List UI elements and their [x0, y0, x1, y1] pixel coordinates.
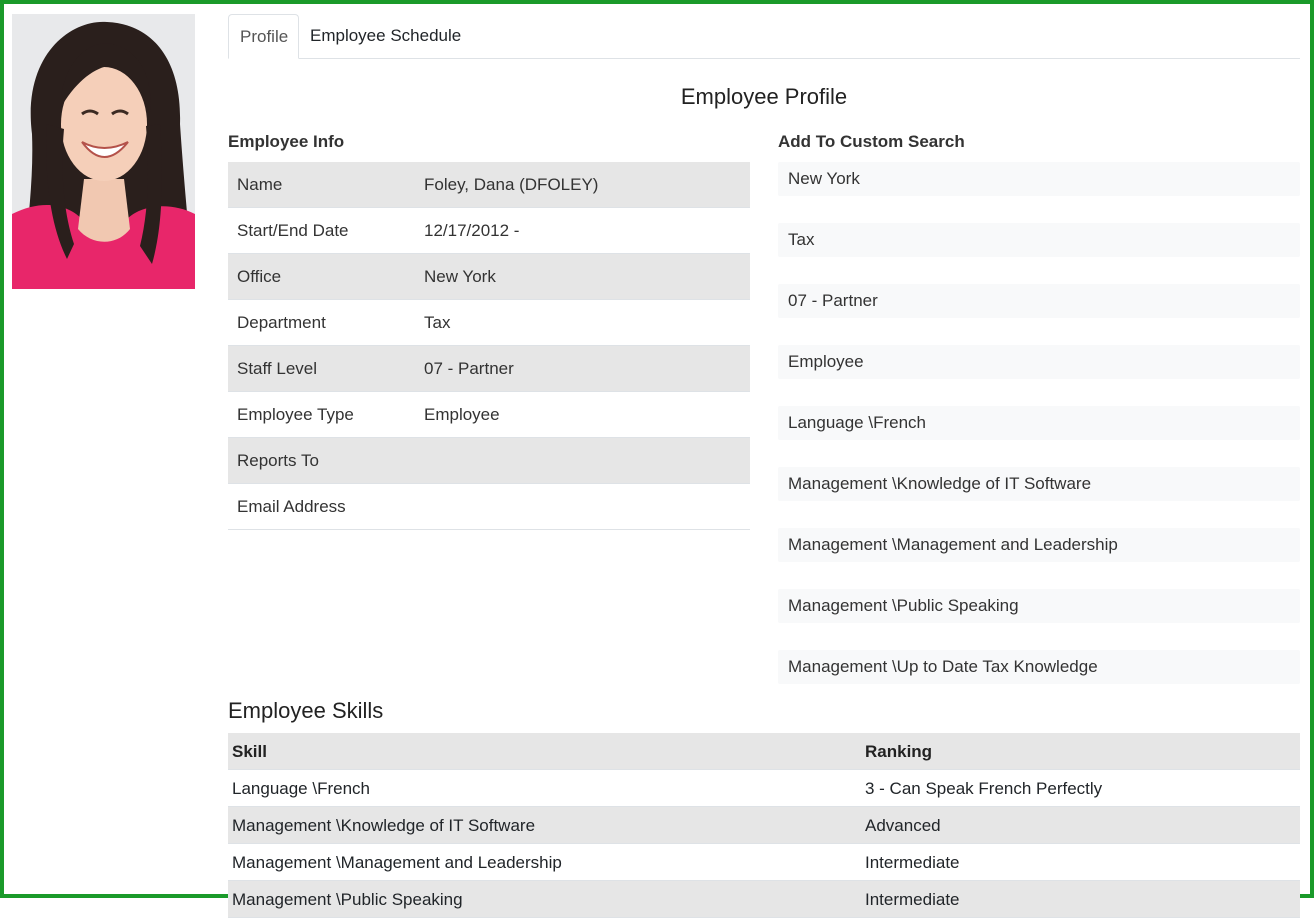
page-title: Employee Profile	[680, 84, 848, 109]
info-key: Employee Type	[237, 405, 354, 424]
employee-photo	[12, 14, 195, 289]
custom-search-item-department[interactable]: Tax	[778, 223, 1300, 257]
info-row-reports-to	[228, 438, 750, 484]
column-header-skill: Skill	[232, 742, 267, 761]
info-key: Office	[237, 267, 282, 286]
info-key: Start/End Date	[237, 221, 349, 240]
custom-search-item-office[interactable]: New York	[778, 162, 1300, 196]
table-row	[228, 881, 1300, 918]
employee-info-table	[228, 162, 750, 530]
info-row-office	[228, 254, 750, 300]
info-key: Reports To	[237, 451, 319, 470]
info-value: 12/17/2012 -	[424, 221, 520, 240]
column-header-ranking: Ranking	[865, 742, 933, 761]
custom-search-item-skill[interactable]: Management \Public Speaking	[778, 589, 1300, 623]
info-row-email-address	[228, 484, 750, 530]
custom-search-item-skill[interactable]: Management \Up to Date Tax Knowledge	[778, 650, 1300, 684]
info-value: Employee	[424, 405, 500, 424]
custom-search-item-skill[interactable]: Language \French	[778, 406, 1300, 440]
info-row-name	[228, 162, 750, 208]
custom-search-item-staff-level[interactable]: 07 - Partner	[778, 284, 1300, 318]
info-key: Staff Level	[237, 359, 318, 378]
info-row-department	[228, 300, 750, 346]
employee-info-heading: Employee Info	[228, 132, 345, 151]
info-key: Email Address	[237, 497, 346, 516]
custom-search-item-skill[interactable]: Management \Management and Leadership	[778, 528, 1300, 562]
employee-photo-icon	[12, 14, 195, 289]
info-value: New York	[424, 267, 496, 286]
table-row	[228, 807, 1300, 844]
tab-bar	[228, 14, 1300, 59]
skills-table-header	[228, 733, 1300, 770]
ranking-cell: Intermediate	[865, 890, 960, 909]
custom-search-item-employee-type[interactable]: Employee	[778, 345, 1300, 379]
info-value: 07 - Partner	[424, 359, 514, 378]
info-row-staff-level	[228, 346, 750, 392]
skill-cell: Language \French	[232, 779, 370, 798]
tab-profile[interactable]: Profile	[228, 14, 299, 59]
skills-table	[228, 733, 1300, 918]
table-row	[228, 844, 1300, 881]
table-row	[228, 770, 1300, 807]
skill-cell: Management \Knowledge of IT Software	[232, 816, 536, 835]
info-row-employee-type	[228, 392, 750, 438]
custom-search-list	[778, 162, 1300, 711]
info-value: Tax	[424, 313, 451, 332]
skills-heading: Employee Skills	[228, 698, 384, 723]
ranking-cell: Intermediate	[865, 853, 960, 872]
info-value: Foley, Dana (DFOLEY)	[424, 175, 599, 194]
tab-employee-schedule[interactable]: Employee Schedule	[310, 26, 462, 45]
info-row-start-end-date	[228, 208, 750, 254]
info-key: Department	[237, 313, 326, 332]
skill-cell: Management \Public Speaking	[232, 890, 463, 909]
custom-search-item-skill[interactable]: Management \Knowledge of IT Software	[778, 467, 1300, 501]
skill-cell: Management \Management and Leadership	[232, 853, 562, 872]
ranking-cell: Advanced	[865, 816, 941, 835]
ranking-cell: 3 - Can Speak French Perfectly	[865, 779, 1103, 798]
custom-search-heading: Add To Custom Search	[778, 132, 965, 151]
info-key: Name	[237, 175, 283, 194]
